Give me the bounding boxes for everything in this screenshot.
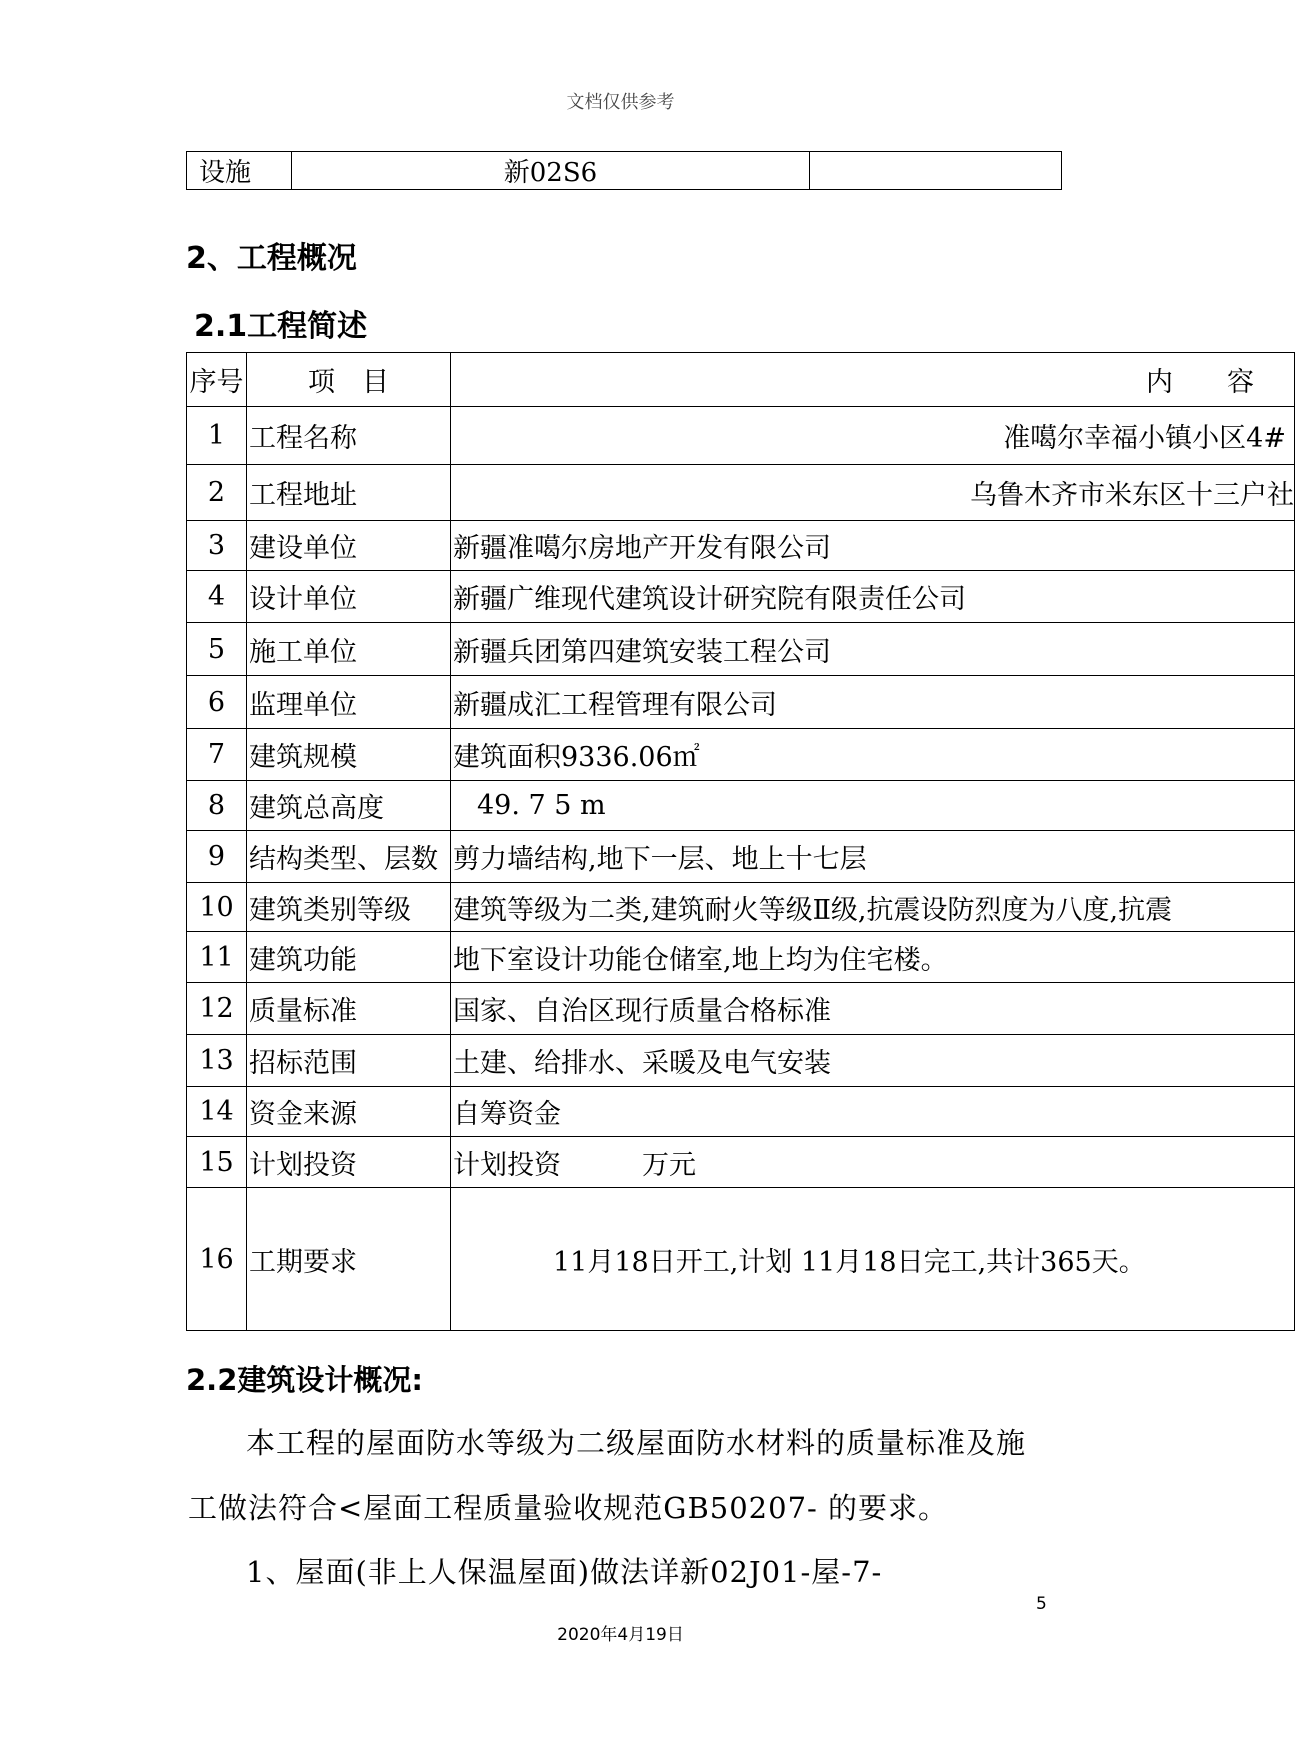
row-value: 剪力墙结构,地下一层、地上十七层 — [451, 831, 1295, 883]
row-value: 新疆准噶尔房地产开发有限公司 — [451, 521, 1295, 571]
facility-table — [186, 151, 1062, 190]
row-item: 工程地址 — [247, 465, 451, 521]
row-num: 4 — [187, 571, 247, 623]
table-row — [187, 781, 1295, 831]
row-item: 结构类型、层数 — [247, 831, 451, 883]
row-num: 9 — [187, 831, 247, 883]
table-row — [187, 932, 1295, 983]
facility-standard-cell: 新02S6 — [292, 152, 810, 190]
row-value: 自筹资金 — [451, 1087, 1295, 1137]
table-row — [187, 831, 1295, 883]
row-item: 施工单位 — [247, 623, 451, 676]
header-item: 项 目 — [247, 353, 451, 407]
row-value: 计划投资 万元 — [451, 1137, 1295, 1188]
row-value: 国家、自治区现行质量合格标准 — [451, 983, 1295, 1035]
table-row — [187, 1188, 1295, 1331]
row-num: 8 — [187, 781, 247, 831]
row-num: 5 — [187, 623, 247, 676]
table-row — [187, 676, 1295, 729]
footer-date: 2020年4月19日 — [557, 1625, 684, 1645]
row-num: 1 — [187, 407, 247, 465]
table-row — [187, 521, 1295, 571]
row-num: 12 — [187, 983, 247, 1035]
project-summary-table — [186, 352, 1295, 1331]
table-row — [187, 1035, 1295, 1087]
header-num: 序号 — [187, 353, 247, 407]
paragraph-line: 本工程的屋面防水等级为二级屋面防水材料的质量标准及施 — [246, 1426, 1027, 1460]
paragraph-line: 工做法符合<屋面工程质量验收规范GB50207- 的要求。 — [188, 1491, 949, 1525]
row-item: 建筑规模 — [247, 729, 451, 781]
row-num: 11 — [187, 932, 247, 983]
row-item: 建筑类别等级 — [247, 883, 451, 932]
section-title-overview: 2、工程概况 — [186, 241, 357, 276]
row-num: 3 — [187, 521, 247, 571]
row-value: 49. 7 5 m — [451, 781, 1295, 831]
section-title-summary: 2.1工程简述 — [194, 309, 368, 344]
paragraph-line: 1、屋面(非上人保温屋面)做法详新02J01-屋-7- — [246, 1555, 883, 1589]
row-item: 建筑功能 — [247, 932, 451, 983]
table-row — [187, 1087, 1295, 1137]
table-row — [187, 152, 1062, 190]
row-value: 准噶尔幸福小镇小区4# — [451, 407, 1295, 465]
table-row — [187, 571, 1295, 623]
row-num: 13 — [187, 1035, 247, 1087]
header-content: 内 容 — [451, 353, 1295, 407]
row-value: 地下室设计功能仓储室,地上均为住宅楼。 — [451, 932, 1295, 983]
facility-label-cell: 设施 — [187, 152, 292, 190]
row-item: 建设单位 — [247, 521, 451, 571]
row-num: 15 — [187, 1137, 247, 1188]
row-item: 资金来源 — [247, 1087, 451, 1137]
row-item: 招标范围 — [247, 1035, 451, 1087]
table-row — [187, 883, 1295, 932]
header-note: 文档仅供参考 — [566, 92, 675, 113]
row-item: 建筑总高度 — [247, 781, 451, 831]
row-value: 乌鲁木齐市米东区十三户社 — [451, 465, 1295, 521]
row-value: 新疆广维现代建筑设计研究院有限责任公司 — [451, 571, 1295, 623]
row-value: 新疆兵团第四建筑安装工程公司 — [451, 623, 1295, 676]
section-title-architecture: 2.2建筑设计概况: — [186, 1363, 423, 1397]
row-num: 2 — [187, 465, 247, 521]
summary-table-wrapper — [186, 352, 1294, 1331]
row-value: 建筑等级为二类,建筑耐火等级Ⅱ级,抗震设防烈度为八度,抗震 — [451, 883, 1295, 932]
table-row — [187, 729, 1295, 781]
table-row — [187, 407, 1295, 465]
row-item: 工程名称 — [247, 407, 451, 465]
row-item: 质量标准 — [247, 983, 451, 1035]
row-num: 10 — [187, 883, 247, 932]
row-item: 工期要求 — [247, 1188, 451, 1331]
page-number: 5 — [1036, 1594, 1047, 1614]
row-value: 新疆成汇工程管理有限公司 — [451, 676, 1295, 729]
row-num: 6 — [187, 676, 247, 729]
row-item: 设计单位 — [247, 571, 451, 623]
row-num: 14 — [187, 1087, 247, 1137]
facility-empty-cell — [810, 152, 1062, 190]
row-num: 7 — [187, 729, 247, 781]
row-item: 计划投资 — [247, 1137, 451, 1188]
table-row — [187, 983, 1295, 1035]
row-value: 建筑面积9336.06㎡ — [451, 729, 1295, 781]
row-value: 11月18日开工,计划 11月18日完工,共计365天。 — [451, 1188, 1295, 1331]
row-num: 16 — [187, 1188, 247, 1331]
table-header-row — [187, 353, 1295, 407]
table-row — [187, 465, 1295, 521]
table-row — [187, 623, 1295, 676]
row-value: 土建、给排水、采暖及电气安装 — [451, 1035, 1295, 1087]
row-item: 监理单位 — [247, 676, 451, 729]
table-row — [187, 1137, 1295, 1188]
